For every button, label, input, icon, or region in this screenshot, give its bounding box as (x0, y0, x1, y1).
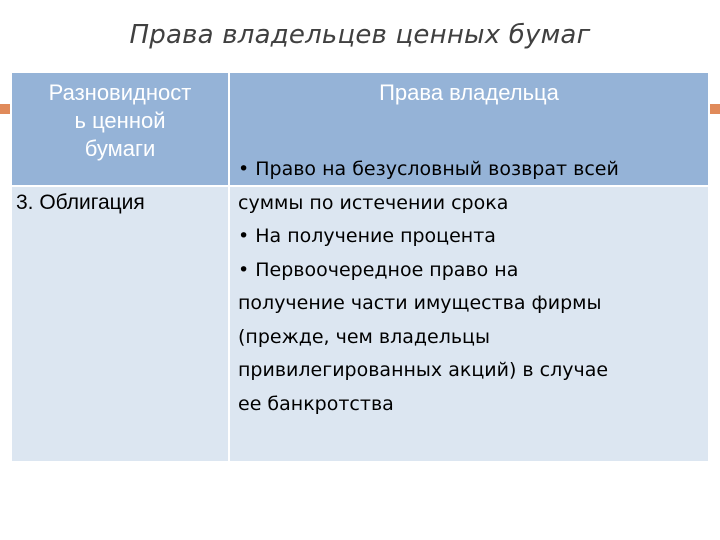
rights-line: • На получение процента (238, 225, 496, 247)
rights-line: • Первоочередное право на (238, 258, 519, 281)
rights-line: привилегированных акций) в случае (238, 359, 609, 381)
owner-rights-list (238, 153, 698, 421)
cell-security-type: 3. Облигация (12, 185, 230, 461)
header-security-type (12, 73, 230, 185)
header-security-type-line1: Разновидност (48, 80, 192, 105)
rights-line: ее банкротства (238, 392, 394, 415)
header-security-type-line2: ь ценной (74, 108, 166, 133)
rights-line: получение части имущества фирмы (238, 292, 602, 314)
rights-line: суммы по истечении срока (238, 191, 509, 214)
rights-line: • Право на безусловный возврат всей (238, 158, 619, 180)
slide-title: Права владельцев ценных бумаг (129, 20, 591, 50)
accent-marker-right (710, 104, 720, 114)
rights-line: (прежде, чем владельцы (238, 325, 490, 348)
header-owner-rights: Права владельца (230, 73, 708, 185)
header-security-type-line3: бумаги (84, 136, 156, 161)
accent-marker-left (0, 104, 10, 114)
